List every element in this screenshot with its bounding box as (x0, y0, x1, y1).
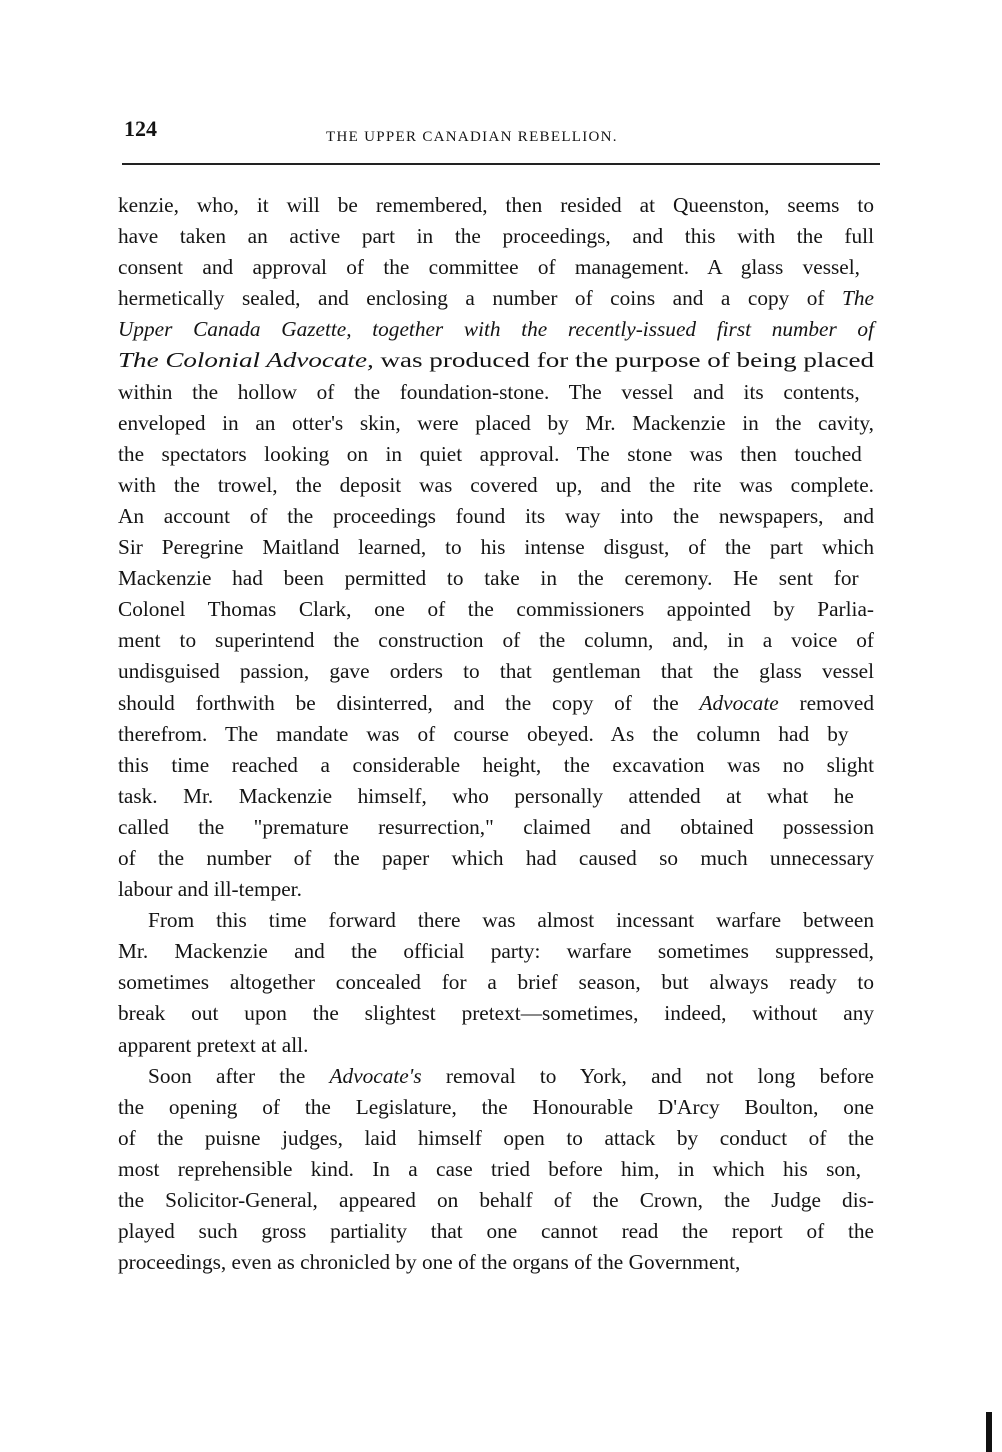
italic-text: Advocate (699, 690, 779, 715)
text-line (118, 688, 874, 719)
text-segment: hermetically sealed, and enclosing a number of coins and a copy of (118, 286, 843, 311)
text-line-content (118, 501, 874, 532)
text-segment: removal to York, and not long before (421, 1063, 874, 1088)
text-segment: was produced for the purpose of being placed (373, 348, 874, 373)
text-line (118, 501, 874, 532)
text-segment: Mackenzie had been permitted to take in the ceremony. He sent for (118, 566, 859, 591)
text-line-content (118, 781, 854, 812)
text-line (118, 408, 874, 439)
text-line (118, 190, 874, 221)
text-segment: the opening of the Legislature, the Honourable D'Arcy Boulton, one (118, 1094, 874, 1119)
text-line (118, 1061, 874, 1092)
text-line (118, 874, 874, 905)
text-segment: of the puisne judges, laid himself open to attack by conduct of the (118, 1125, 874, 1150)
text-segment: labour and ill-temper. (118, 877, 302, 902)
text-line-content (118, 1216, 874, 1247)
text-segment: have taken an active part in the proceedings, and this with the full (118, 224, 874, 249)
text-line (118, 221, 874, 252)
italic-text: Upper Canada Gazette, together with the recently-issued first number of (118, 317, 874, 342)
text-line (118, 967, 874, 998)
text-segment: apparent pretext at all. (118, 1032, 309, 1057)
text-line (118, 656, 874, 687)
text-line-content (118, 967, 874, 998)
text-segment: ment to superintend the construction of the column, and, in a voice of (118, 628, 874, 653)
text-line (118, 1123, 874, 1154)
text-line-content (118, 252, 860, 283)
text-segment: should forthwith be disinterred, and the copy of the (118, 690, 700, 715)
text-line-content (118, 625, 874, 656)
text-segment: with the trowel, the deposit was covered up, and the rite was complete. (118, 472, 874, 497)
text-line (118, 283, 874, 314)
text-segment: the Solicitor-General, appeared on behalf of the Crown, the Judge dis- (118, 1188, 874, 1212)
text-line-content (118, 812, 874, 843)
text-line-content (118, 563, 859, 594)
text-line-content (118, 998, 874, 1029)
text-segment: undisguised passion, gave orders to that gentleman that the glass vessel (118, 659, 874, 684)
header-rule (122, 163, 880, 165)
text-segment: played such gross partiality that one cannot read the report of the (118, 1219, 874, 1244)
text-line (118, 750, 874, 781)
text-line-content (118, 688, 874, 719)
text-line-content (118, 532, 874, 563)
italic-text: Advocate's (329, 1063, 422, 1088)
text-line (118, 563, 874, 594)
text-segment: therefrom. The mandate was of course obeyed. As the column had by (118, 721, 849, 746)
text-line-content (118, 190, 874, 221)
text-segment: removed (778, 690, 874, 715)
text-line (118, 1185, 874, 1216)
text-line (118, 998, 874, 1029)
text-line-content (118, 1154, 861, 1185)
text-segment: called the "premature resurrection," claimed and obtained possession (118, 814, 874, 839)
text-line-content (118, 843, 874, 874)
text-line-content (118, 1185, 874, 1216)
text-line-content (118, 1247, 740, 1278)
text-line (118, 439, 874, 470)
text-line (118, 781, 874, 812)
text-line (118, 936, 874, 967)
text-line-content (118, 594, 874, 625)
text-line-content (148, 1061, 874, 1092)
text-segment: From this time forward there was almost incessant warfare between (148, 908, 874, 933)
text-line-content (148, 905, 874, 936)
text-segment: enveloped in an otter's skin, were placed by Mr. Mackenzie in the cavity, (118, 410, 874, 435)
text-line-content (118, 283, 874, 314)
text-line (118, 905, 874, 936)
text-line-content (118, 719, 849, 750)
text-segment: proceedings, even as chronicled by one of the organs of the Government, (118, 1250, 741, 1275)
text-segment: the spectators looking on in quiet approval. The stone was then touched (118, 441, 862, 466)
text-line-content (118, 408, 874, 439)
running-head: THE UPPER CANADIAN REBELLION. (326, 129, 618, 145)
text-segment: Colonel Thomas Clark, one of the commissioners appointed by Parlia- (118, 597, 874, 622)
text-line-content (118, 314, 874, 345)
text-line-content (118, 750, 874, 781)
text-line-content (118, 221, 874, 252)
text-segment: Soon after the (148, 1063, 330, 1088)
text-segment: this time reached a considerable height, the excavation was no slight (118, 752, 874, 777)
text-segment: An account of the proceedings found its way into the newspapers, and (118, 503, 874, 528)
body-text (118, 190, 874, 1278)
text-segment: kenzie, who, it will be remembered, then resided at Queenston, seems to (118, 193, 874, 217)
text-line (118, 252, 874, 283)
text-line (118, 625, 874, 656)
text-line-content (118, 1030, 308, 1061)
print-mark (986, 1412, 992, 1452)
text-line-content (118, 1123, 874, 1154)
text-segment: Sir Peregrine Maitland learned, to his intense disgust, of the part which (118, 535, 874, 560)
italic-text: The (842, 286, 874, 311)
text-segment: sometimes altogether concealed for a brief season, but always ready to (118, 970, 874, 995)
text-line (118, 719, 874, 750)
text-segment: within the hollow of the foundation-stone. The vessel and its contents, (118, 379, 860, 404)
text-line (118, 532, 874, 563)
text-line (118, 1247, 874, 1278)
text-segment: most reprehensible kind. In a case tried before him, in which his son, (118, 1156, 862, 1181)
italic-text: The Colonial Advocate, (118, 348, 374, 373)
text-line-content (118, 345, 874, 376)
text-segment: task. Mr. Mackenzie himself, who personally attended at what he (118, 783, 854, 808)
text-line (118, 1216, 874, 1247)
text-line (118, 843, 874, 874)
text-line-content (118, 470, 874, 501)
text-line-content (118, 874, 302, 905)
text-segment: break out upon the slightest pretext—sometimes, indeed, without any (118, 1001, 874, 1026)
text-line (118, 812, 874, 843)
text-segment: Mr. Mackenzie and the official party: warfare sometimes suppressed, (118, 939, 874, 964)
text-segment: consent and approval of the committee of management. A glass vessel, (118, 255, 860, 280)
text-line-content (118, 377, 860, 408)
page-number: 124 (124, 116, 157, 141)
text-line (118, 345, 874, 376)
text-line (118, 1154, 874, 1185)
text-line (118, 1030, 874, 1061)
text-line-content (118, 656, 874, 687)
text-line (118, 1092, 874, 1123)
text-line-content (118, 936, 874, 967)
text-line-content (118, 439, 862, 470)
text-line (118, 470, 874, 501)
text-line-content (118, 1092, 874, 1123)
text-line (118, 594, 874, 625)
text-segment: of the number of the paper which had caused so much unnecessary (118, 845, 874, 870)
text-line (118, 314, 874, 345)
text-line (118, 377, 874, 408)
